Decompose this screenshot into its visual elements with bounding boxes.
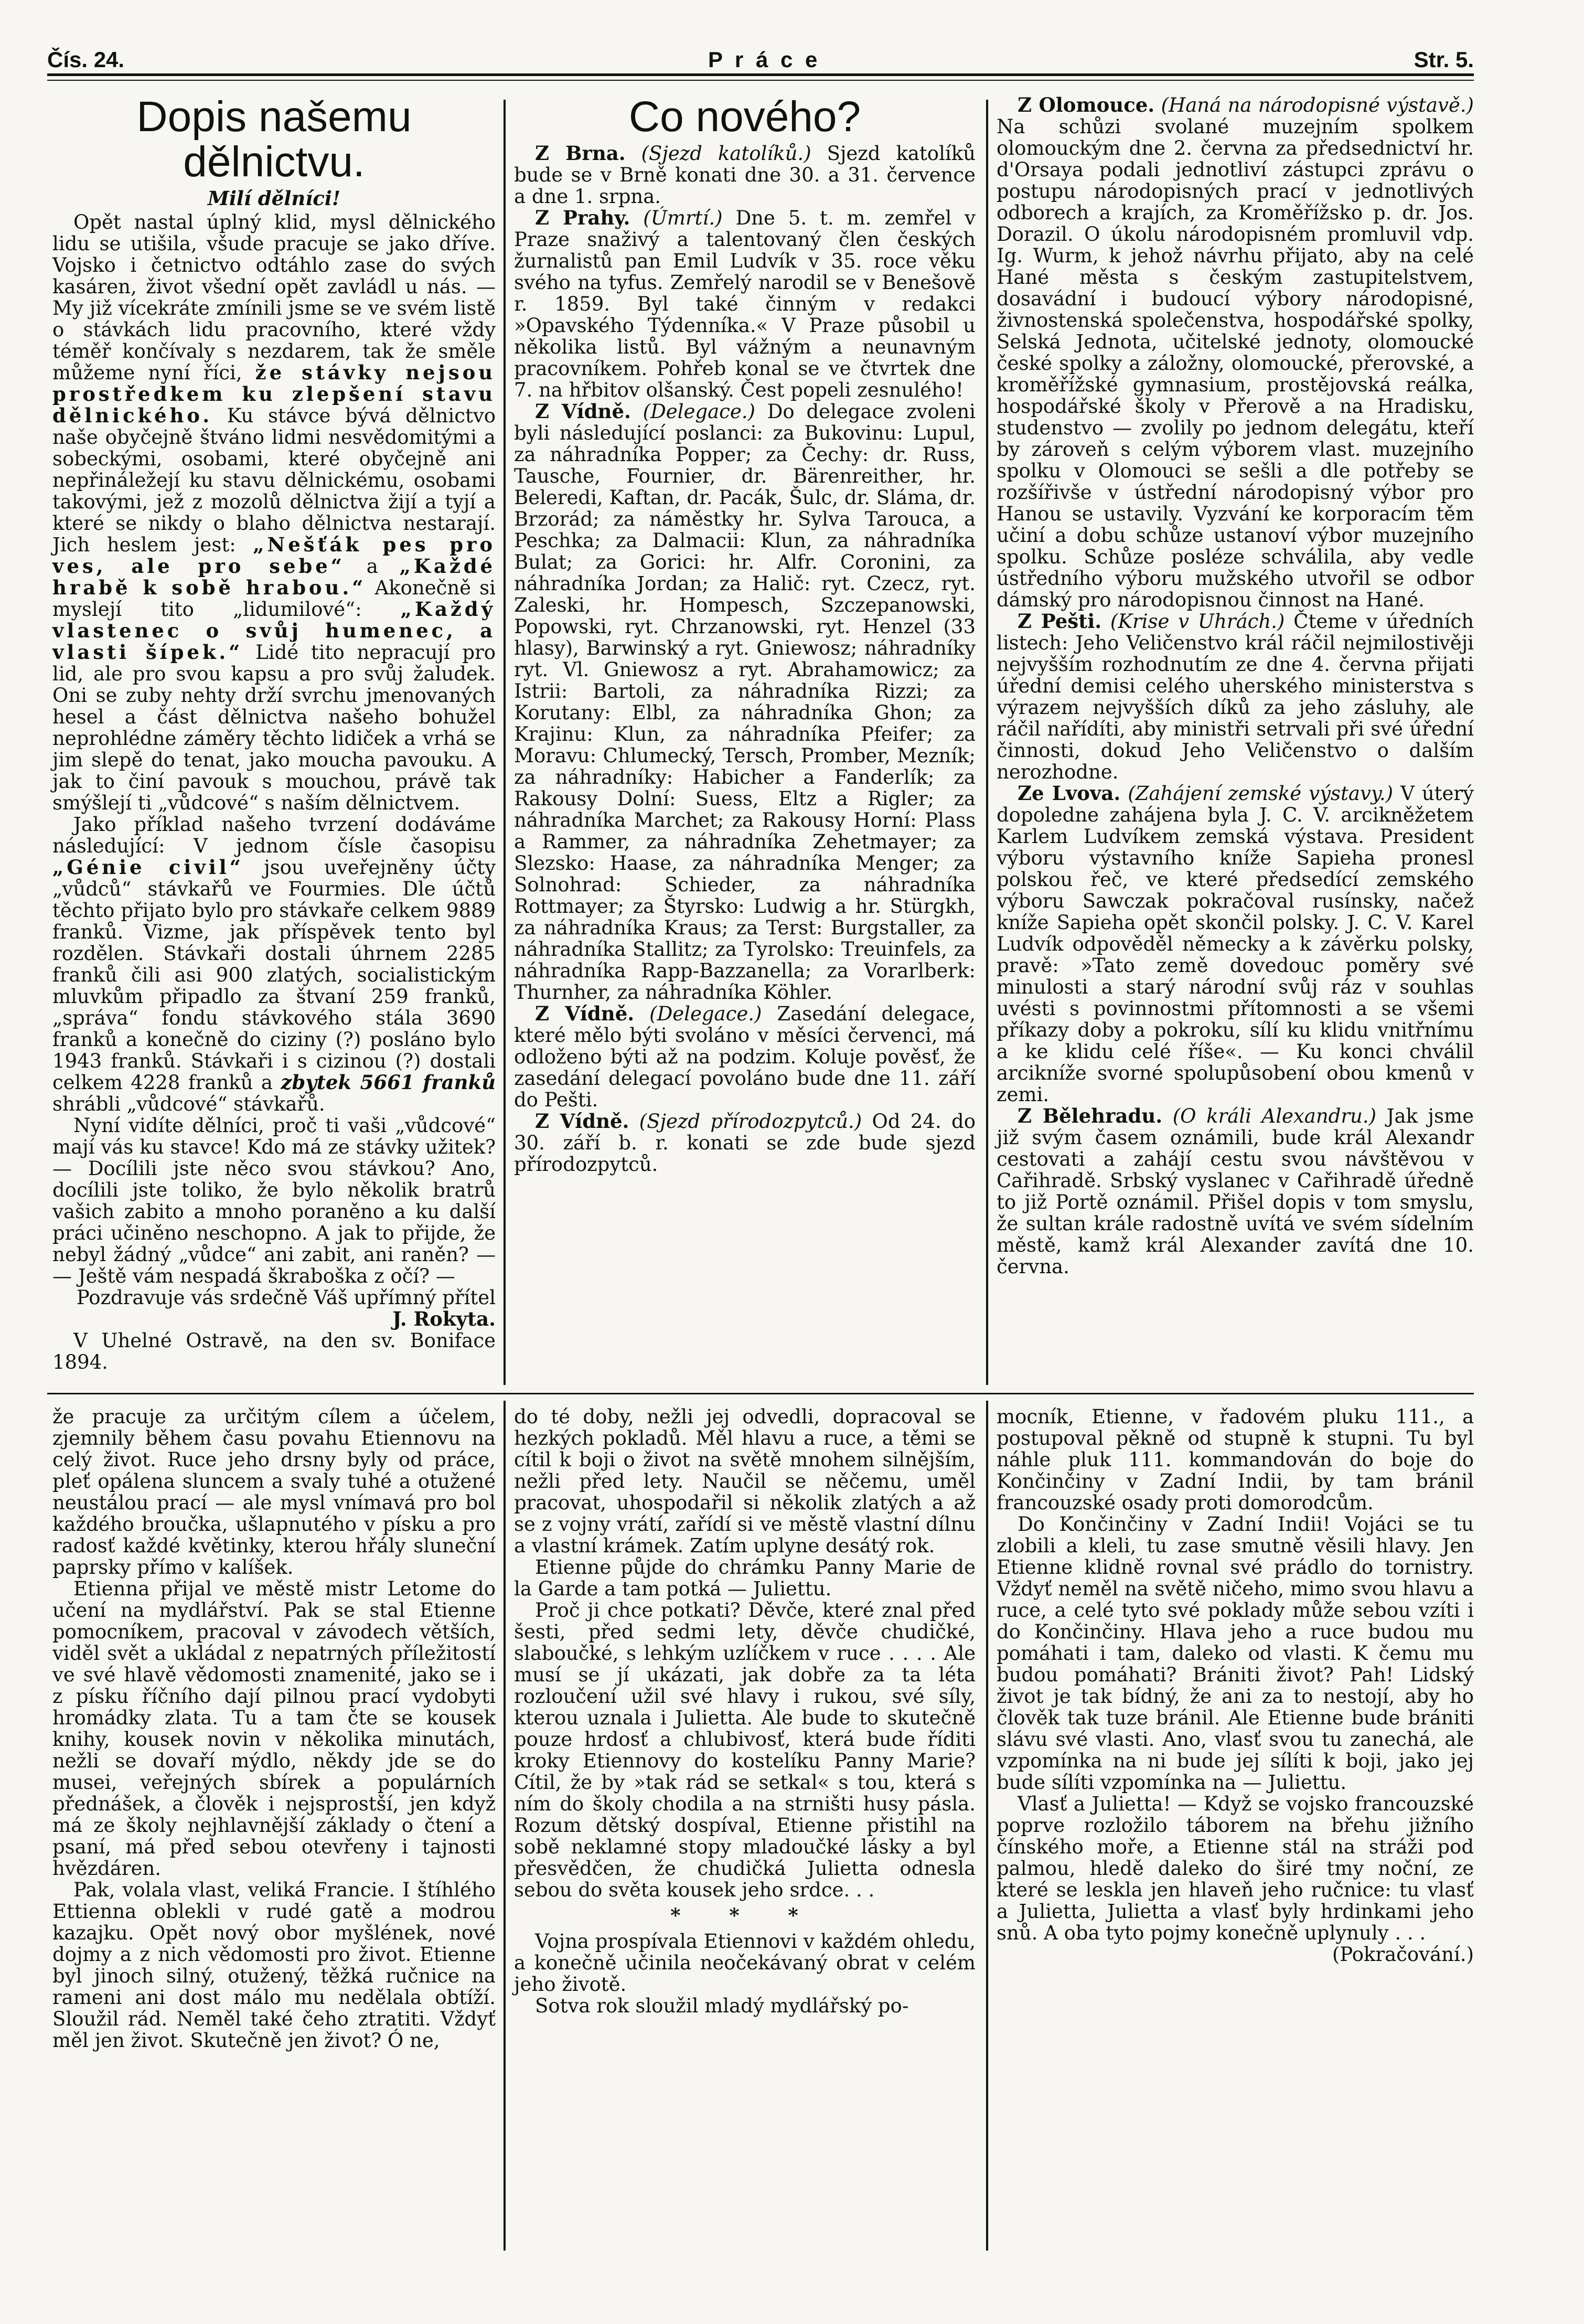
feuilleton-paragraph: Sotva rok sloužil mladý mydlářský po- — [535, 1995, 909, 2017]
feuilleton-paragraph: Pak, volala vlast, veliká Francie. I štíhlého Ettienna oblekli v rudé gatě a modrou kazajku. Opět nový obor myšlének, nové dojmy a z nich vědomosti pro život. Etienne byl jinoch silný, otužený, těžká ručnice na rameni ani dost málo mu nedělala obtíží. Sloužil rád. Neměl také čeho ztratiti. Vždyť měl jen život. Skutečně jen život? Ó ne, — [52, 1879, 496, 2052]
feuilleton-paragraph: Proč ji chce potkati? Děvče, které znal před šesti, před sedmi lety, děvče chudičké, slaboučké, s lehkým uzlíčkem v ruce . . . . Ale musí se jí ukázati, jak dobře za ta léta rozloučení užil své hlavy i rukou, své síly, kterou uznala i Julietta. Ale bude to skutečně pouze hrdosť a chlubivosť, která bude říditi kroky Etiennovy do kostelíku Panny Marie? Cítil, že by »tak rád se setkal« s tou, která s ním do školy chodila a na strništi husy pásla. Rozum dětský dospíval, Etienne přistihl na sobě neklamné stopy mladoučké lásky a byl přesvědčen, že chudičká Julietta odnesla sebou do světa kousek jeho srdce. . . — [514, 1599, 976, 1901]
news-item: Z Bělehradu. (O králi Alexandru.) Jak jsme již svým časem oznámili, bude král Alexandr cestovati a zahájí cestu svou návštěvou v Cařihradě. Srbský vyslanec v Cařihradě úředně to již Portě oznámil. Přišel dopis v tom smyslu, že sultan krále radostně uvítá ve svém sídelním městě, kamž král Alexander zavítá dne 10. června. — [997, 1104, 1474, 1278]
page-number: Str. 5. — [1414, 47, 1474, 72]
newspaper-title: P r á c e — [708, 47, 821, 72]
letter-paragraph: Jako příklad našeho tvrzení dodáváme následující: V jednom čísle časopisu „Génie civil“ jsou uveřejněny účty „vůdců“ stávkařů ve Fourmies. Dle účtů těchto přijato bylo pro stávkaře celkem 9889 franků. Vizme, jak příspěvek tento byl rozdělen. Stávkaři dostali úhrnem 2285 franků čili asi 900 zlatých, socialistickým mluvkům připadlo za štvaní 259 franků, „správa“ fondu stávkového stála 3690 franků a konečně do ciziny (?) posláno bylo 1943 franků. Stávkaři i s cizinou (?) dostali celkem 4228 franků a zbytek 5661 franků shrábli „vůdcové“ stávkařů. — [52, 813, 496, 1115]
column-divider — [986, 100, 988, 1385]
continued-note: (Pokračování.) — [1332, 1943, 1474, 1966]
news-item: Z Vídně. (Delegace.) Zasedání delegace, které mělo býti svoláno v měsíci červenci, má odloženo býti až na podzim. Koluje pověsť, že zasedání delegací povoláno bude dne 11. září do Pešti. — [514, 1002, 976, 1111]
letter-salutation: Milí dělníci! — [207, 187, 341, 210]
news-column — [514, 94, 976, 1175]
feuilleton-paragraph: Do Končinčiny v Zadní Indii! Vojáci se tu zlobili a kleli, tu zase smutně věsili hlavy. Jen Etienne klidně rovnal své prádlo do tornistry. Vždyť neměl na světě ničeho, mimo svou hlavu a ruce, a celé tyto své poklady může sebou vzíti i do Končinčiny. Hlava jeho a ruce budou mu pomáhati i tam, daleko od vlasti. K čemu mu budou pomáhati? Brániti život? Pah! Lidský život je tak bídný, že ani za to nestojí, aby ho člověk tak tuze bránil. Ale Etienne bude brániti slávu své vlasti. Ano, vlasť svou tu zanechá, ale vzpomínka na ni bude jej sílíti k boji, jako jej bude sílíti vzpomínka na — Juliettu. — [997, 1513, 1474, 1794]
feuilleton-paragraph: Vojna prospívala Etiennovi v každém ohledu, a konečně učinila neočekávaný obrat v celém jeho životě. — [514, 1930, 976, 1996]
feuilleton-column — [52, 1406, 496, 2051]
news-headline: Co nového? — [628, 93, 861, 141]
column-divider — [504, 1401, 506, 2251]
news-item: Z Brna. (Sjezd katolíků.) Sjezd katolíků bude se v Brně konati dne 30. a 31. července a dne 1. srpna. — [514, 142, 976, 208]
feuilleton-paragraph: mocník, Etienne, v řadovém pluku 111., a postupoval pěkně od stupně k stupni. Tu byl náhle pluk 111. kommandován do boje do Končinčiny v Zadní Indii, by tam bránil francouzské osady proti domorodcům. — [997, 1405, 1474, 1514]
feuilleton-paragraph: Etienne půjde do chrámku Panny Marie de la Garde a tam potká — Juliettu. — [514, 1556, 976, 1600]
feuilleton-paragraph: že pracuje za určitým cílem a účelem, zjemnily během času povahu Etiennovu na celý život. Ruce jeho drsny byly od práce, pleť opálena sluncem a svaly tuhé a otužené neustálou prací — ale mysl vnímavá pro bol každého broučka, ušlapnutého v písku a pro radosť každé květinky, kterou hřály sluneční paprsky přímo v kalíšek. — [52, 1405, 496, 1579]
feuilleton-paragraph: Vlasť a Julietta! — Když se vojsko francouzské poprve rozložilo táborem na břehu jižního čínského moře, a Etienne stál na stráži pod palmou, hledě daleko do širé tmy noční, ze které se leskla jen hlaveň jeho ručnice: tu vlasť a Julietta, Julietta a vlasť byly hrdinkami jeho snů. A oba tyto pojmy konečně uplynuly . . . — [997, 1793, 1474, 1944]
letter-signature: J. Rokyta. — [392, 1307, 496, 1330]
news-item: Ze Lvova. (Zahájení zemské výstavy.) V úterý dopoledne zahájena byla J. C. V. arcikněžetem Karlem Ludvíkem zemská výstava. President výboru výstavního kníže Sapieha pronesl polskou řeč, ve které předsedící zemského výboru Sawczak pokračoval rusínsky, načež kníže Sapieha opět skončil polsky. J. C. V. Karel Ludvík odpověděl německy a k závěrku polsky, pravě: »Tato země dovedouc poměry své minulosti a starý národní svůj ráz v souhlas uvésti s povinnostmi přítomnosti a se všemi příkazy doby a pokroku, sílí ku klidu vnitřnímu a ke klidu celé říše«. — Ku konci chválil arcikníže svorné spolupůsobení obou kmenů v zemi. — [997, 782, 1474, 1106]
feuilleton-paragraph: Etienna přijal ve městě mistr Letome do učení na mydlářství. Pak se stal Etienne pomocníkem, pracoval v závodech větších, viděl svět a ukládal z nepatrných příležitostí ve své hlavě vědomosti znamenité, jako se i z písku říčního dají pilnou prací vydobyti hromádky zlata. Tu a tam čte se kousek knihy, kousek novin v několika minutách, nežli se dovaří mýdlo, někdy jde se do musei, veřejných sbírek a populárních přednášek, a člověk i nejsprostší, jen když má ze školy nejhlavnější základy o čtení a psaní, má před sebou otevřeny i tajnosti hvězdáren. — [52, 1577, 496, 1880]
news-item: Z Olomouce. (Haná na národopisné výstavě.) Na schůzi svolané muzejním spolkem olomouckým dne 2. června za předsednictví hr. d'Orsaya podali jednotliví zástupci zprávu o postupu národopisných prací v jednotlivých odborech a krajích, za Kroměřížsko p. dr. Jos. Dorazil. O úkolu národopisném promluvil vdp. Ig. Wurm, k jehož návrhu přijato, aby na celé Hané města s českým zastupitelstvem, dosavádní i budoucí výbory národopisné, živnostenská společenstva, hospodářské spolky, Selská Jednota, učitelské jednoty, olomoucké české spolky a záložny, olomoucké, přerovské, a kroměřížské gymnasium, prostějovská reálka, hospodářské školy v Přerově a na Hradisku, studenstvo — zvolily po jednom delegátu, kteří by zároveň s celým výborem vlast. muzejního spolku v Olomouci se sešli a dle potřeby se rozšířivše v ústřední národopisný výbor pro Hanou se ustavily. Vyzvání ke korporacím těm učiní a dobu schůze ustanoví výbor muzejního spolku. Schůze posléze schválila, aby vedle ústředního výboru mužského utvořil se odbor dámský pro národopisnou činnost na Hané. — [997, 93, 1474, 611]
page-header — [47, 42, 1474, 73]
letter-article — [52, 94, 496, 1373]
feuilleton-column — [514, 1406, 976, 2017]
letter-headline: Dopis našemu dělnictvu. — [136, 93, 412, 186]
header-rule-thin — [47, 80, 1474, 81]
letter-paragraph: Nyní vidíte dělníci, proč ti vaši „vůdcové“ mají vás ku stavce! Kdo má ze stávky užitek? — Docílili jste něco svou stávkou? Ano, docílili jste toliko, že bylo několik bratrů vašich zabito a mnoho poraněno a ku další práci učiněno neschopno. A jak to přijde, že nebyl žádný „vůdce“ ani zabit, ani raněn? — — Ještě vám nespadá škraboška z očí? — — [52, 1114, 496, 1287]
header-rule — [47, 73, 1474, 76]
feuilleton-divider — [47, 1393, 1474, 1394]
letter-paragraph: Opět nastal úplný klid, mysl dělnického lidu se utišila, všude pracuje se jako dříve. Vojsko i četnictvo odtáhlo zase do svých kasáren, život všední opět zavládl u nás. — My již vícekráte zmínili jsme se ve svém listě o stávkách lidu pracovního, které vždy téměř končívaly s nezdarem, tak že směle můžeme nyní říci, že stávky nejsou prostředkem ku zlepšení stavu dělnického. Ku stávce bývá dělnictvo naše obyčejně štváno lidmi nesvědomitými a sobeckými, osobami, které obyčejně ani nepřináležejí ku stavu dělnickému, osobami takovými, jež z mozolů dělnictva žijí a tyjí a které se nikdy o blaho dělnictva nestarají. Jich heslem jest: „Nešťák pes pro ves, ale pro sebe“ a „Každé hrabě k sobě hrabou.“ Akonečně si myslejí tito „lidumilové“: „Každý vlastenec o svůj humenec, a vlasti šípek.“ Lidé tito nepracují pro lid, ale pro svou kapsu a pro svůj žaludek. Oni se zuby nehty drží svrchu jmenovaných hesel a část dělnictva našeho bohužel neprohlédne záměry těchto lidiček a vrhá se jim slepě do tenat, jako moucha pavouku. A jak to činí pavouk s mouchou, právě tak smýšlejí ti „vůdcové“ s naším dělnictvem. — [52, 211, 496, 814]
issue-number: Čís. 24. — [47, 47, 125, 72]
news-item: Z Vídně. (Sjezd přírodozpytců.) Od 24. do 30. září b. r. konati se zde bude sjezd přírodozpytců. — [514, 1110, 976, 1176]
feuilleton-paragraph: do té doby, nežli jej odvedli, dopracoval se hezkých pokladů. Měl hlavu a ruce, a těmi se cítil k boji o život na světě mnohem silnějším, nežli před lety. Naučil se něčemu, uměl pracovat, uhospodařil si několik zlatých a až se z vojny vrátí, zařídí si ve městě vlastní dílnu a vlastní krámek. Zatím uplyne desátý rok. — [514, 1405, 976, 1557]
column-divider — [986, 1401, 988, 2251]
news-item: Z Vídně. (Delegace.) Do delegace zvoleni byli následující poslanci: za Bukovinu: Lupul, za náhradníka Popper; za Čechy: dr. Russ, Tausche, Fournier, dr. Bärenreither, hr. Beleredi, Kaftan, dr. Pacák, Šulc, dr. Sláma, dr. Brzorád; za náměstky hr. Sylva Tarouca, a Peschka; za Dalmacii: Klun, za náhradníka Bulat; za Gorici: hr. Alfr. Coronini, za náhradníka Jordan; za Halič: ryt. Czecz, ryt. Zaleski, hr. Hompesch, Szczepanowski, Popowski, ryt. Chrzanowski, ryt. Henzel (33 hlasy), Barwinský a ryt. Gniewosz; náhradníky ryt. Vl. Gniewosz a ryt. Abrahamowicz; za Istrii: Bartoli, za náhradníka Rizzi; za Korutany: Elbl, za náhradníka Ghon; za Krajinu: Klun, za náhradníka Pfeifer; za Moravu: Chlumecký, Tersch, Promber, Mezník; za náhradníky: Habicher a Fanderlík; za Rakousy Dolní: Suess, Eltz a Rigler; za náhradníka Marchet; za Rakousy Horní: Plass a Rammer, za náhradníka Zehetmayer; za Slezsko: Haase, za náhradníka Menger; za Solnohrad: Schieder, za náhradníka Rottmayer; za Štyrsko: Ludwig a hr. Stürgkh, za náhradníka Kraus; za Terst: Burgstaller, za náhradníka Stallitz; za Tyrolsko: Treuinfels, za náhradníka Rapp-Bazzanella; za Vorarlberk: Thurnher, za náhradníka Köhler. — [514, 400, 976, 1004]
news-column — [997, 94, 1474, 1277]
feuilleton-column — [997, 1406, 1474, 1965]
news-item: Z Pešti. (Krise v Uhrách.) Čteme v úředních listech: Jeho Veličenstvo král ráčil nejmilostivěji nejvyšším rozhodnutím ze dne 4. června přijati úřední demisi celého uherského ministerstva s výrazem nejvyšších díků za jeho zásluhy, ale ráčil nařídíti, aby ministři setrvali při své úřední činnosti, dokud Jeho Veličenstvo o dalším nerozhodne. — [997, 610, 1474, 783]
column-divider — [504, 100, 506, 1385]
letter-dateline: V Uhelné Ostravě, na den sv. Boniface 1894. — [52, 1329, 496, 1373]
section-break: * * * — [670, 1904, 819, 1927]
news-item: Z Prahy. (Úmrtí.) Dne 5. t. m. zemřel v Praze snaživý a talentovaný člen českých žurnalistů pan Emil Ludvík v 35. roce věku svého na tyfus. Zemřelý narodil se v Benešově r. 1859. Byl také činným v redakci »Opavského Týdenníka.« V Praze působil u několika listů. Byl vážným a neunavným pracovníkem. Pohřeb konal se ve čtvrtek dne 7. na hřbitov olšanský. Čest popeli zesnulého! — [514, 206, 976, 401]
letter-closing: Pozdravuje vás srdečně Váš upřímný přítel — [76, 1286, 496, 1309]
